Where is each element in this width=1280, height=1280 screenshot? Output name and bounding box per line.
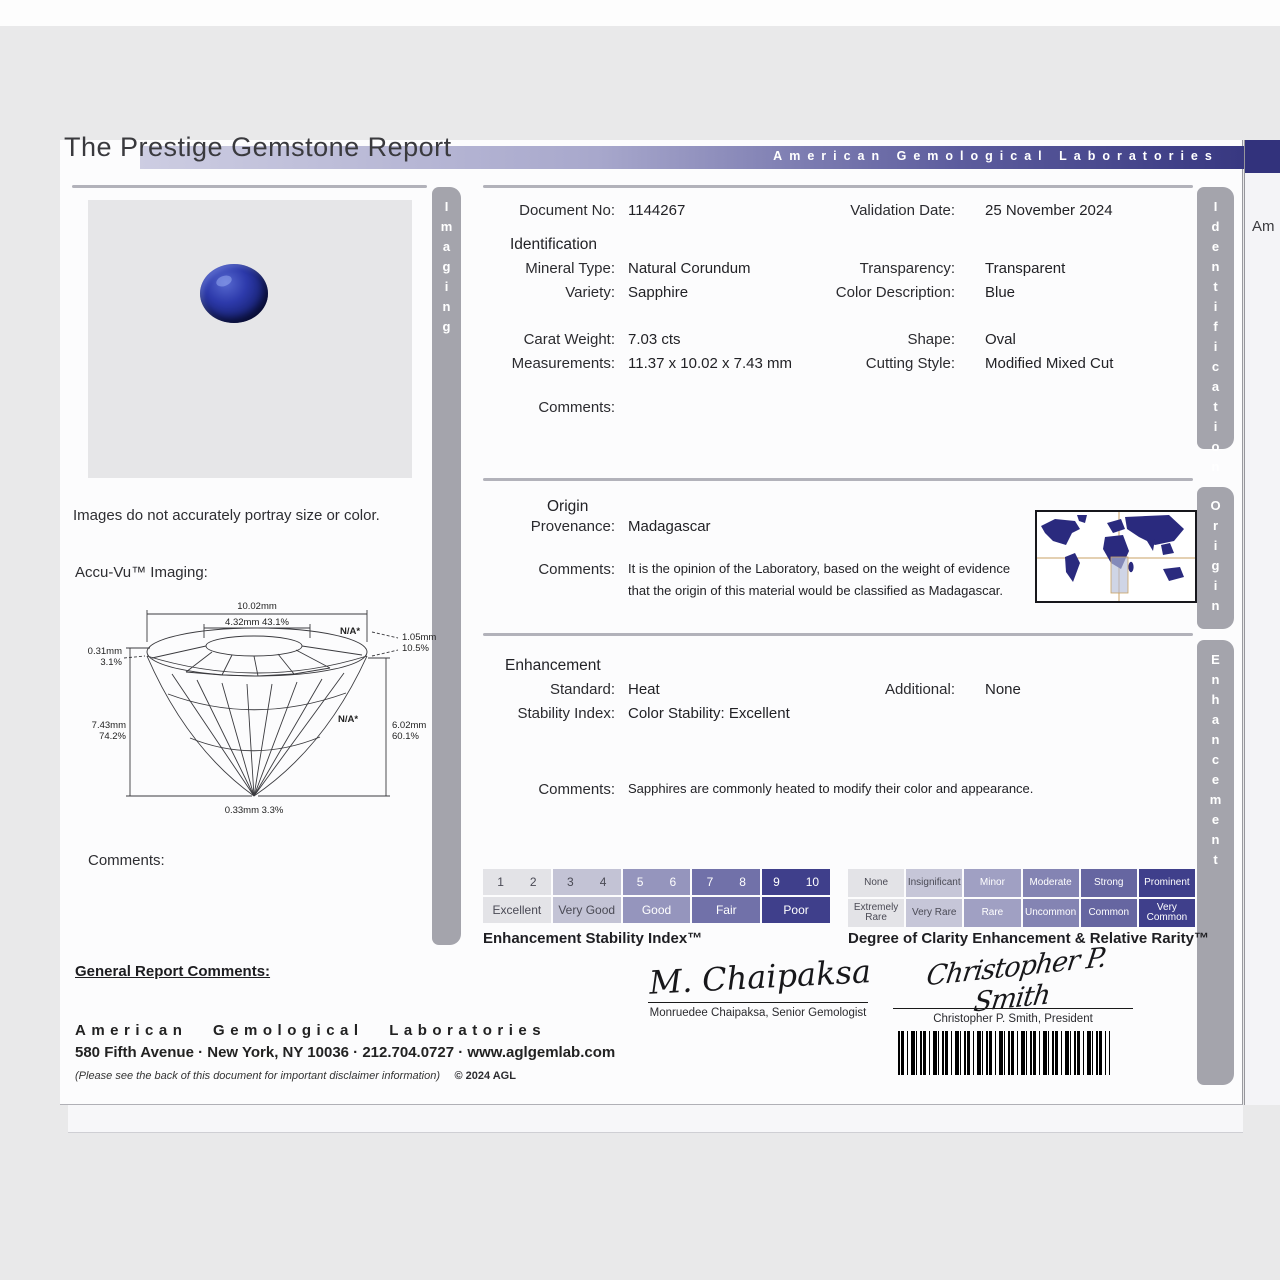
clarity-degree-strong: Strong xyxy=(1081,869,1137,897)
mineral-type-value: Natural Corundum xyxy=(628,260,751,277)
shape-value: Oval xyxy=(985,331,1016,348)
clarity-degree-prominent: Prominent xyxy=(1139,869,1195,897)
stability-cell-5-6 xyxy=(623,869,691,895)
sapphire-image xyxy=(200,264,268,323)
president-name: Christopher P. Smith, President xyxy=(933,1013,1093,1025)
document-no-label: Document No: xyxy=(519,202,615,219)
carat-weight-label: Carat Weight: xyxy=(523,331,615,348)
dim-table-width: 4.32mm 43.1% xyxy=(225,617,289,628)
footer-company: American Gemological Laboratories xyxy=(75,1022,547,1039)
adjacent-page-band xyxy=(1245,140,1280,173)
gemologist-signature-line xyxy=(648,1002,868,1003)
tab-identification-label: Identification xyxy=(1208,199,1223,479)
imaging-comments-label: Comments: xyxy=(88,852,165,869)
scale-number: 6 xyxy=(669,875,677,889)
tab-imaging-label: Imaging xyxy=(439,199,454,339)
cutting-style-label: Cutting Style: xyxy=(865,355,955,372)
shape-label: Shape: xyxy=(907,331,955,348)
dim-culet: 0.33mm 3.3% xyxy=(224,805,284,816)
standard-label: Standard: xyxy=(549,681,615,698)
dim-depth-pct: 74.2% xyxy=(99,731,126,742)
scan-top-margin xyxy=(0,0,1280,26)
gemologist-name: Monruedee Chaipaksa, Senior Gemologist xyxy=(649,1007,867,1019)
validation-date-value: 25 November 2024 xyxy=(985,202,1113,219)
origin-comments-line2: that the origin of this material would be classified as Madagascar. xyxy=(628,583,1004,598)
stability-cell-7-8 xyxy=(692,869,760,895)
clarity-rarity-veryrare: Very Rare xyxy=(906,899,962,927)
clarity-degree-insignificant: Insignificant xyxy=(906,869,962,897)
stability-grade-fair: Fair xyxy=(692,897,760,923)
stability-index-value: Color Stability: Excellent xyxy=(628,705,790,722)
dim-total-width: 10.02mm xyxy=(237,601,277,612)
dim-pavilion-depth-pct: 60.1% xyxy=(392,731,419,742)
dim-girdle: 0.31mm xyxy=(87,646,122,657)
scale-number: 3 xyxy=(567,875,574,889)
scale-number: 8 xyxy=(739,875,746,889)
stability-cell-3-4 xyxy=(553,869,621,895)
footer-disclaimer-row xyxy=(75,1066,516,1084)
dim-crown-height: 1.05mm xyxy=(402,632,437,643)
additional-value: None xyxy=(985,681,1021,698)
tab-identification xyxy=(1197,187,1234,479)
dim-crown-height-pct: 10.5% xyxy=(402,643,429,654)
scale-number: 7 xyxy=(706,875,714,889)
clarity-degree-minor: Minor xyxy=(964,869,1020,897)
scale-number: 10 xyxy=(805,875,820,889)
provenance-value: Madagascar xyxy=(628,518,711,535)
identification-comments-label: Comments: xyxy=(538,399,615,416)
dim-pavilion-angle: N/A* xyxy=(338,714,359,725)
variety-label: Variety: xyxy=(565,284,615,301)
scale-number: 5 xyxy=(636,875,644,889)
clarity-rarity-verycommon: Very Common xyxy=(1139,899,1195,927)
standard-value: Heat xyxy=(628,681,660,698)
origin-comments-line1: It is the opinion of the Laboratory, based on the weight of evidence xyxy=(628,561,1011,576)
tab-origin-label: Origin xyxy=(1208,498,1223,618)
dim-girdle-pct: 3.1% xyxy=(100,657,122,668)
variety-value: Sapphire xyxy=(628,284,689,301)
stability-scale-title: Enhancement Stability Index™ xyxy=(483,930,703,947)
origin-section-rule xyxy=(483,478,1193,481)
clarity-rarity-rare: Rare xyxy=(964,899,1020,927)
stability-scale xyxy=(483,869,830,923)
stability-cell-1-2 xyxy=(483,869,551,895)
clarity-degree-moderate: Moderate xyxy=(1023,869,1079,897)
footer-address: 580 Fifth Avenue · New York, NY 10036 · 212.704.0727 · www.aglgemlab.com xyxy=(75,1044,616,1061)
gemologist-signature: M. Chaipaksa xyxy=(648,952,872,1002)
identification-heading: Identification xyxy=(510,236,598,253)
barcode xyxy=(898,1031,1110,1075)
clarity-rarity-common: Common xyxy=(1081,899,1137,927)
transparency-label: Transparency: xyxy=(859,260,955,277)
measurements-value: 11.37 x 10.02 x 7.43 mm xyxy=(628,355,792,372)
validation-date-label: Validation Date: xyxy=(850,202,955,219)
photo-disclaimer: Images do not accurately portray size or color. xyxy=(73,507,380,524)
enhancement-section-rule xyxy=(483,633,1193,636)
provenance-label: Provenance: xyxy=(530,518,615,535)
origin-world-map xyxy=(1035,510,1197,603)
enhancement-comments-label: Comments: xyxy=(538,781,615,798)
accuvu-gem-diagram xyxy=(82,598,454,820)
dim-pavilion-depth: 6.02mm xyxy=(392,720,427,731)
additional-label: Additional: xyxy=(884,681,955,698)
origin-heading: Origin xyxy=(547,498,589,515)
map-madagascar-highlight xyxy=(1111,557,1128,593)
origin-comments-label: Comments: xyxy=(538,561,615,578)
adjacent-page-text: Am xyxy=(1252,218,1275,235)
identification-section-rule xyxy=(483,185,1193,188)
president-signature-line xyxy=(893,1008,1133,1009)
enhancement-heading: Enhancement xyxy=(505,657,601,674)
stability-grade-excellent: Excellent xyxy=(483,897,551,923)
stability-cell-9-10 xyxy=(762,869,830,895)
scale-number: 1 xyxy=(497,875,504,889)
accuvu-imaging-label: Accu-Vu™ Imaging: xyxy=(75,564,208,581)
report-title: The Prestige Gemstone Report xyxy=(64,132,452,162)
sheet-below-edge xyxy=(68,1105,1243,1133)
footer-copyright: © 2024 AGL xyxy=(454,1070,516,1082)
document-no-value: 1144267 xyxy=(628,202,686,219)
adjacent-page-sliver xyxy=(1244,140,1280,1105)
stability-index-label: Stability Index: xyxy=(517,705,615,722)
clarity-rarity-uncommon: Uncommon xyxy=(1023,899,1079,927)
lab-name-banner: American Gemological Laboratories xyxy=(773,149,1219,163)
tab-enhancement xyxy=(1197,640,1234,1085)
gem-photo xyxy=(88,200,412,478)
mineral-type-label: Mineral Type: xyxy=(525,260,615,277)
president-signature: Christopher P. Smith xyxy=(924,941,1108,1019)
stability-grade-poor: Poor xyxy=(762,897,830,923)
clarity-scale xyxy=(848,869,1195,927)
color-description-label: Color Description: xyxy=(835,284,955,301)
footer-disclaimer: (Please see the back of this document for important disclaimer information) xyxy=(75,1070,440,1082)
tab-origin xyxy=(1197,487,1234,629)
clarity-scale-title: Degree of Clarity Enhancement & Relative Rarity™ xyxy=(848,930,1209,947)
color-description-value: Blue xyxy=(985,284,1016,301)
report-page xyxy=(60,140,1243,1105)
enhancement-comments-value: Sapphires are commonly heated to modify their color and appearance. xyxy=(628,781,1034,796)
dim-depth: 7.43mm xyxy=(91,720,126,731)
dim-crown-angle: N/A* xyxy=(340,626,361,637)
scale-number: 9 xyxy=(773,875,780,889)
cutting-style-value: Modified Mixed Cut xyxy=(985,355,1114,372)
stability-grade-verygood: Very Good xyxy=(553,897,621,923)
transparency-value: Transparent xyxy=(985,260,1066,277)
stability-grade-good: Good xyxy=(623,897,691,923)
tab-enhancement-label: Enhancement xyxy=(1208,652,1223,872)
clarity-degree-none: None xyxy=(848,869,904,897)
general-report-comments-label: General Report Comments: xyxy=(75,963,271,980)
measurements-label: Measurements: xyxy=(511,355,615,372)
carat-weight-value: 7.03 cts xyxy=(628,331,681,348)
scale-number: 4 xyxy=(599,875,607,889)
imaging-section-rule xyxy=(72,185,427,188)
scale-number: 2 xyxy=(529,875,537,889)
clarity-rarity-extremelyrare: Extremely Rare xyxy=(848,899,904,927)
